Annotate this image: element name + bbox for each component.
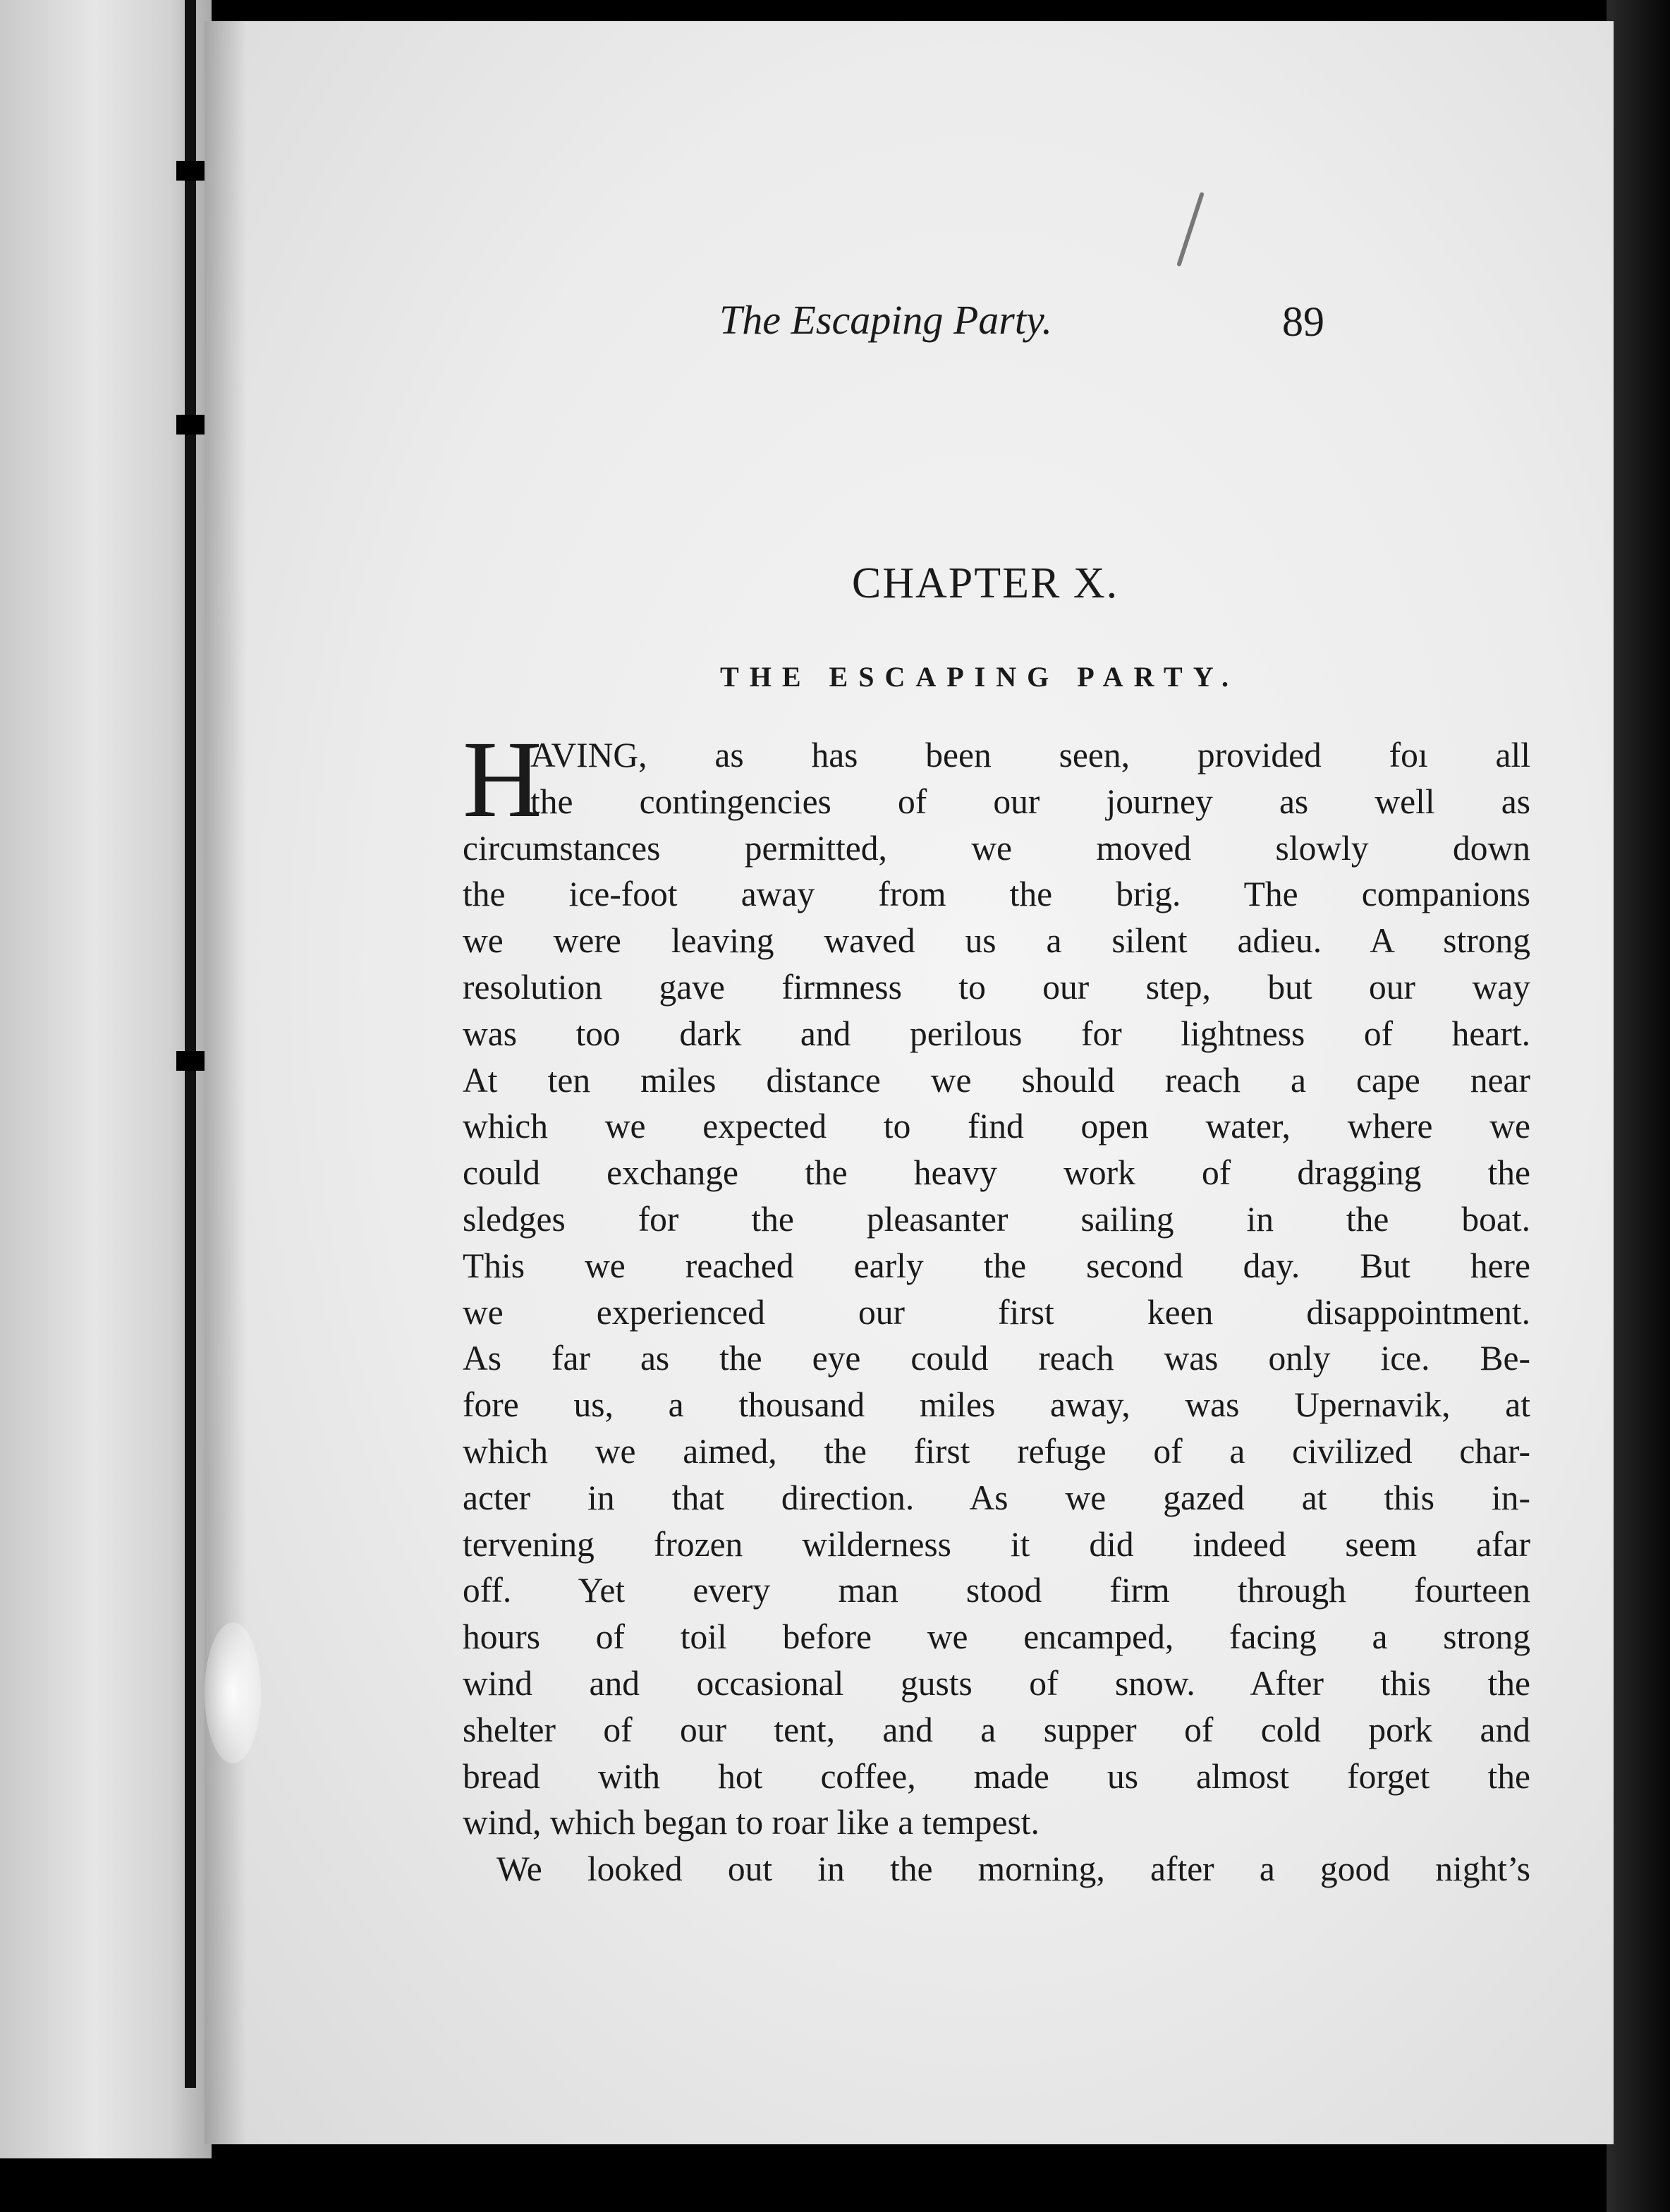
text-line: tervening frozen wilderness it did indeed seem afar: [463, 1524, 1530, 1564]
text-line: sledges for the pleasanter sailing in the boat.: [463, 1199, 1530, 1239]
binding-mark: [176, 1051, 206, 1071]
page-smudge: [205, 1622, 261, 1763]
stray-mark: [1176, 192, 1205, 267]
page-number: 89: [1282, 298, 1324, 345]
chapter-subtitle: [205, 660, 1614, 693]
facing-page-edge: [0, 0, 212, 2158]
chapter-body: [463, 718, 1530, 1892]
text-line: could exchange the heavy work of dragging the: [463, 1153, 1530, 1193]
text-line: was too dark and perilous for lightness of heart.: [463, 1014, 1530, 1053]
text-line: the contingencies of our journey as well as: [530, 782, 1530, 821]
text-line: we were leaving waved us a silent adieu. A strong: [463, 921, 1530, 961]
text-line: which we aimed, the first refuge of a civilized char-: [463, 1431, 1530, 1471]
book-spine: [185, 0, 196, 2088]
running-head: The Escaping Party.: [719, 297, 1053, 343]
chapter-subtitle-text: THE ESCAPING PARTY.: [720, 661, 1239, 693]
text-line: resolution gave firmness to our step, but our way: [463, 967, 1530, 1007]
text-line: we experienced our first keen disappointment.: [463, 1292, 1530, 1332]
text-line: hours of toil before we encamped, facing a strong: [463, 1617, 1530, 1657]
drop-cap: H: [463, 718, 542, 840]
text-line: acter in that direction. As we gazed at this in-: [463, 1478, 1530, 1517]
text-line: shelter of our tent, and a supper of cold pork and: [463, 1710, 1530, 1749]
page-gutter-shadow: [205, 21, 247, 2144]
text-line: wind, which began to roar like a tempest.: [463, 1803, 1040, 1842]
text-line: fore us, a thousand miles away, was Upernavik, at: [463, 1385, 1530, 1425]
text-line: the ice-foot away from the brig. The companions: [463, 875, 1530, 914]
text-line: As far as the eye could reach was only ice. Be-: [463, 1339, 1530, 1378]
chapter-heading: [205, 559, 1614, 609]
binding-edge: [1607, 0, 1670, 2212]
text-line: which we expected to find open water, where we: [463, 1107, 1530, 1146]
binding-mark: [176, 415, 206, 435]
text-line: wind and occasional gusts of snow. After this the: [463, 1663, 1530, 1703]
binding-mark: [176, 161, 206, 181]
text-line: We looked out in the morning, after a good night’s: [496, 1849, 1530, 1889]
text-line: At ten miles distance we should reach a cape near: [463, 1060, 1530, 1100]
text-line: circumstances permitted, we moved slowly down: [463, 828, 1530, 868]
text-line: AVING, as has been seen, provided foı all: [530, 736, 1530, 774]
text-line: This we reached early the second day. But here: [463, 1246, 1530, 1285]
book-page: [205, 21, 1614, 2144]
text-line: off. Yet every man stood firm through fourteen: [463, 1571, 1530, 1610]
chapter-heading-text: CHAPTER X.: [851, 559, 1119, 607]
text-line: bread with hot coffee, made us almost forget the: [463, 1756, 1530, 1796]
